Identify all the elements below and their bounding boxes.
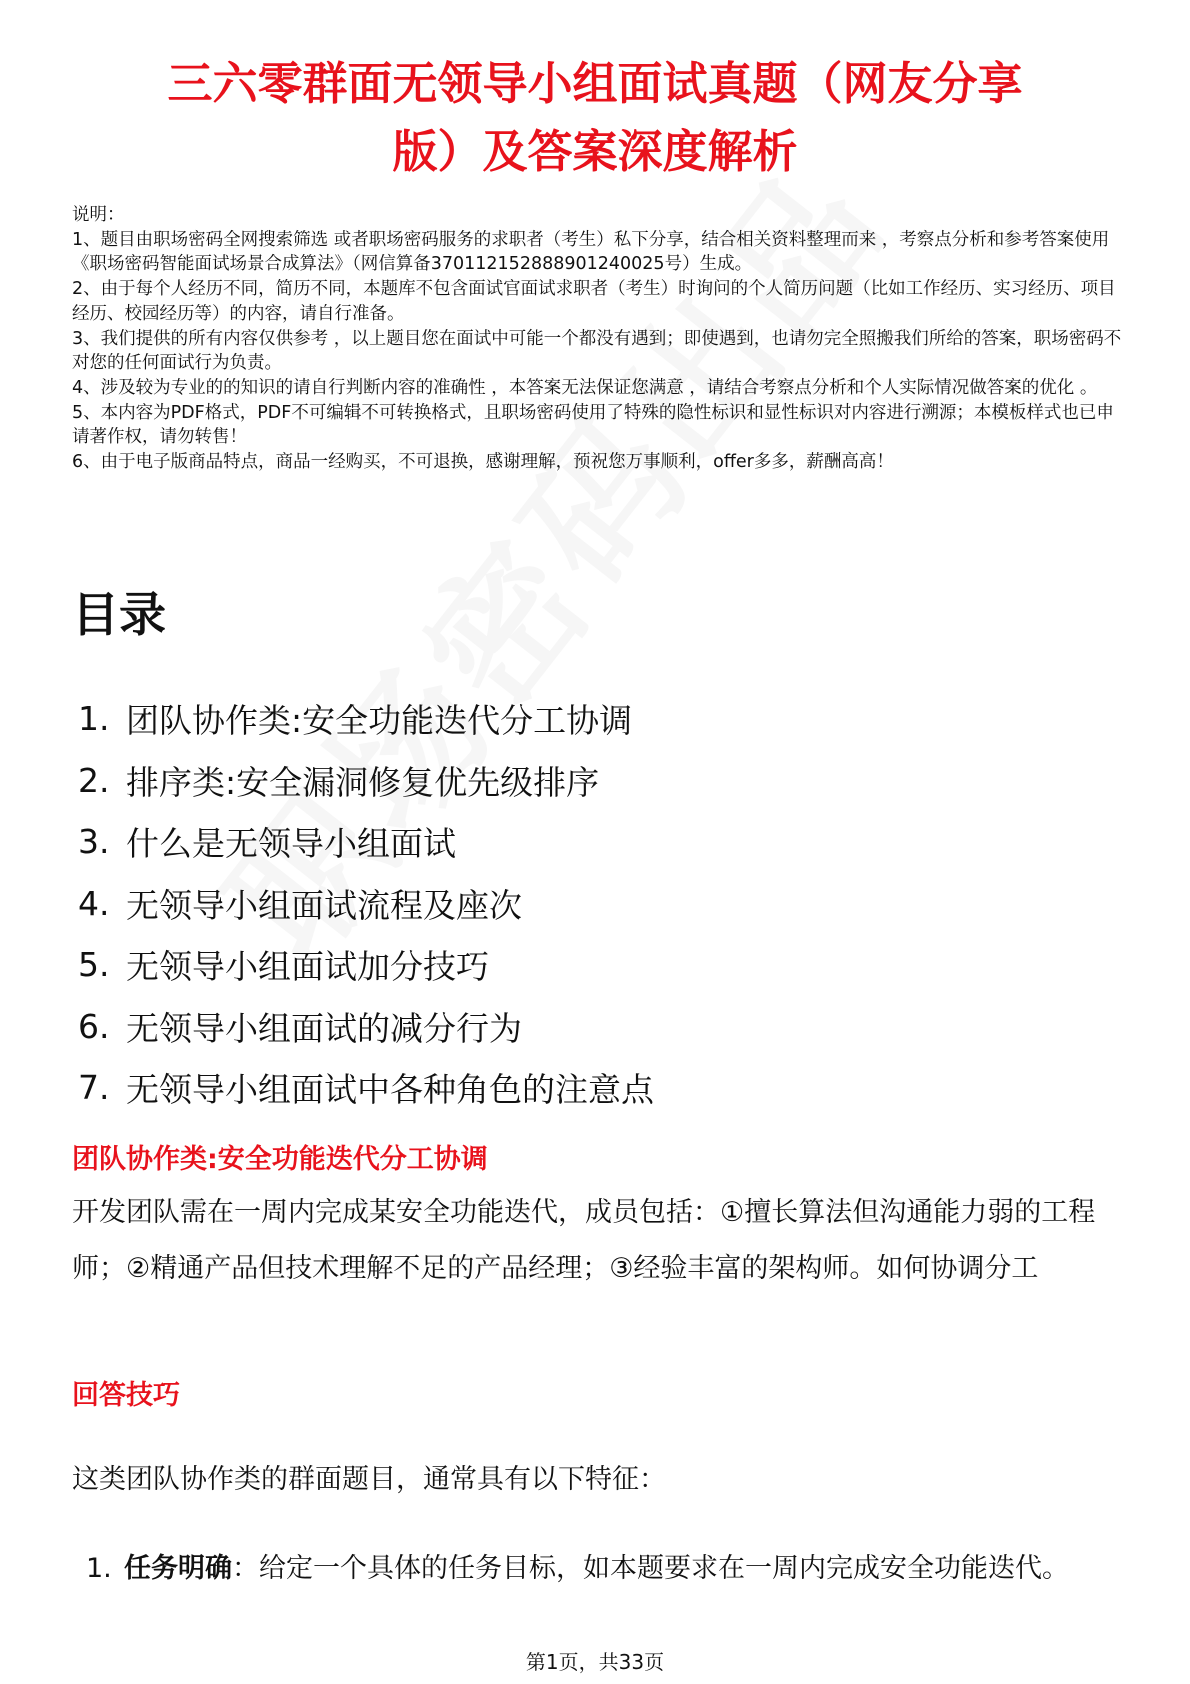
tips-heading: 回答技巧 (72, 1380, 180, 1411)
page-title (80, 50, 1110, 186)
toc-item-number: 2. (78, 760, 110, 800)
title-line-1: 三六零群面无领导小组面试真题（网友分享 (167, 57, 1023, 110)
page-footer: 第1页，共33页 (525, 1650, 665, 1674)
toc-item[interactable] (78, 873, 1078, 935)
feature-description: ：给定一个具体的任务目标，如本题要求在一周内完成安全功能迭代。 (232, 1553, 1069, 1584)
toc-item-number: 3. (78, 822, 110, 862)
note-item: 6、由于电子版商品特点，商品一经购买，不可退换，感谢理解，预祝您万事顺利，offer多多，薪酬高高！ (72, 452, 894, 473)
toc-item-label: 无领导小组面试加分技巧 (126, 947, 489, 987)
notes-section (72, 203, 1122, 475)
toc-item-label: 团队协作类:安全功能迭代分工协调 (126, 701, 633, 741)
intro-text: 这类团队协作类的群面题目，通常具有以下特征： (72, 1464, 666, 1495)
toc-item-number: 7. (78, 1068, 110, 1108)
question-text: 开发团队需在一周内完成某安全功能迭代，成员包括：①擅长算法但沟通能力弱的工程师；②精通产品但技术理解不足的产品经理；③经验丰富的架构师。如何协调分工 (72, 1197, 1096, 1284)
feature-list-item (86, 1540, 1106, 1598)
section-title: 团队协作类:安全功能迭代分工协调 (72, 1144, 488, 1175)
toc-item[interactable] (78, 688, 1078, 750)
table-of-contents (78, 688, 1078, 1119)
toc-item[interactable] (78, 996, 1078, 1058)
feature-number: 1. (86, 1553, 112, 1584)
title-line-2: 版）及答案深度解析 (392, 125, 798, 178)
toc-item-number: 6. (78, 1006, 110, 1046)
note-item: 2、由于每个人经历不同，简历不同，本题库不包含面试官面试求职者（考生）时询问的个人简历问题（比如工作经历、实习经历、项目经历、校园经历等）的内容，请自行准备。 (72, 279, 1116, 324)
note-item: 1、题目由职场密码全网搜索筛选 或者职场密码服务的求职者（考生）私下分享，结合相关资料整理而来 ，考察点分析和参考答案使用《职场密码智能面试场景合成算法》（网信算备370112152888901240025号）生成。 (72, 229, 1110, 275)
toc-item[interactable] (78, 1057, 1078, 1119)
toc-heading: 目录 (72, 588, 166, 643)
toc-item-number: 5. (78, 945, 110, 985)
toc-item-number: 4. (78, 883, 110, 923)
toc-item[interactable] (78, 750, 1078, 812)
feature-keyword: 任务明确 (124, 1553, 232, 1584)
toc-item-label: 无领导小组面试流程及座次 (126, 885, 522, 925)
toc-item[interactable] (78, 811, 1078, 873)
toc-item-label: 排序类:安全漏洞修复优先级排序 (126, 762, 600, 802)
note-item: 5、本内容为PDF格式，PDF不可编辑不可转换格式，且职场密码使用了特殊的隐性标识和显性标识对内容进行溯源；本模板样式也已申请著作权，请勿转售！ (72, 402, 1114, 448)
toc-item-label: 什么是无领导小组面试 (126, 824, 456, 864)
note-item: 3、我们提供的所有内容仅供参考 ，以上题目您在面试中可能一个都没有遇到；即使遇到，也请勿完全照搬我们所给的答案，职场密码不对您的任何面试行为负责。 (72, 328, 1122, 374)
toc-item-label: 无领导小组面试的减分行为 (126, 1008, 522, 1048)
feature-text (124, 1540, 1106, 1598)
notes-heading: 说明： (72, 205, 125, 225)
toc-item-number: 1. (78, 699, 110, 739)
note-item: 4、涉及较为专业的的知识的请自行判断内容的准确性 ，本答案无法保证您满意 ，请结合考察点分析和个人实际情况做答案的优化 。 (72, 377, 1098, 398)
toc-item[interactable] (78, 934, 1078, 996)
toc-item-label: 无领导小组面试中各种角色的注意点 (126, 1070, 654, 1110)
